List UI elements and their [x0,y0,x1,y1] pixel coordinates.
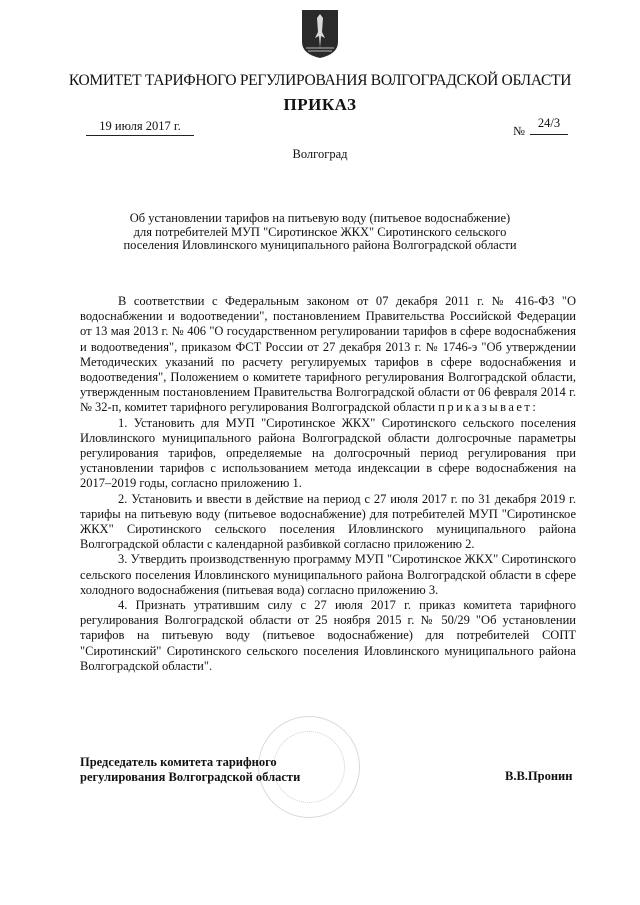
preamble-paragraph [80,294,576,416]
signatory-name: В.В.Пронин [505,769,573,783]
city: Волгоград [292,147,348,161]
subject-line: поселения Иловлинского муниципального района Волгоградской области [123,238,517,252]
order-item-2: 2. Установить и ввести в действие на период с 27 июля 2017 г. по 31 декабря 2019 г. тарифы на питьевую воду (питьевое водоснабжение) для потребителей МУП "Сиротинское ЖКХ" Сиротинского сельского поселения Иловлинского муниципального района Волгоградской области с календарной разбивкой согласно приложению 2. [80,491,576,552]
order-item-3: 3. Утвердить производственную программу МУП "Сиротинское ЖКХ" Сиротинского сельского поселения Иловлинского муниципального района Волгоградской области в сфере холодного водоснабжения (питьевая вода) согласно приложению 3. [80,552,576,597]
subject-line: Об установлении тарифов на питьевую воду (питьевое водоснабжение) [129,211,511,225]
position-line: регулирования Волгоградской области [80,770,301,784]
order-body [80,294,576,674]
order-date: 19 июля 2017 г. [86,119,194,136]
order-number: 24/3 [530,116,568,135]
order-subject [80,212,560,253]
position-line: Председатель комитета тарифного [80,755,277,769]
orders-word: приказывает: [438,400,539,415]
order-item-1: 1. Установить для МУП "Сиротинское ЖКХ" Сиротинского сельского поселения Иловлинского муниципального района Волгоградской области долгосрочные параметры регулирования тарифов, определяемые на долгосрочный период регулирования при установлении тарифов с использованием метода индексации в сфере водоснабжения на 2017–2019 годы, согласно приложению 1. [80,415,576,491]
committee-name: КОМИТЕТ ТАРИФНОГО РЕГУЛИРОВАНИЯ ВОЛГОГРАДСКОЙ ОБЛАСТИ [68,72,572,89]
coat-of-arms-icon [300,8,340,60]
order-item-4: 4. Признать утратившим силу с 27 июля 2017 г. приказ комитета тарифного регулирования Волгоградской области от 25 ноября 2015 г. № 50/29 "Об установлении тарифов на питьевую воду (питьевое водоснабжение) для потребителей СОПТ "Сиротинский" Сиротинского сельского поселения Иловлинского муниципального района Волгоградской области". [80,598,576,673]
subject-line: для потребителей МУП "Сиротинское ЖКХ" Сиротинского сельского [133,224,507,239]
number-sign: № [513,124,525,138]
order-title: ПРИКАЗ [283,95,357,114]
signatory-position [80,755,300,785]
preamble-text: В соответствии с Федеральным законом от 07 декабря 2011 г. № 416-ФЗ "О водоснабжении и водоотведении", постановлением Правительства Российской Федерации от 13 мая 2013 г. № 406 "О государственном регулировании тарифов в сфере водоснабжения и водоотведения", приказом ФСТ России от 27 декабря 2013 г. № 1746-э "Об утверждении Методических указаний по расчету регулируемых тарифов в сфере водоснабжения и водоотведения", Положением о комитете тарифного регулирования Волгоградской области, утвержденным постановлением Правительства Волгоградской области от 06 февраля 2014 г. № 32-п, комитет тарифного регулирования Волгоградской области [80,294,576,415]
